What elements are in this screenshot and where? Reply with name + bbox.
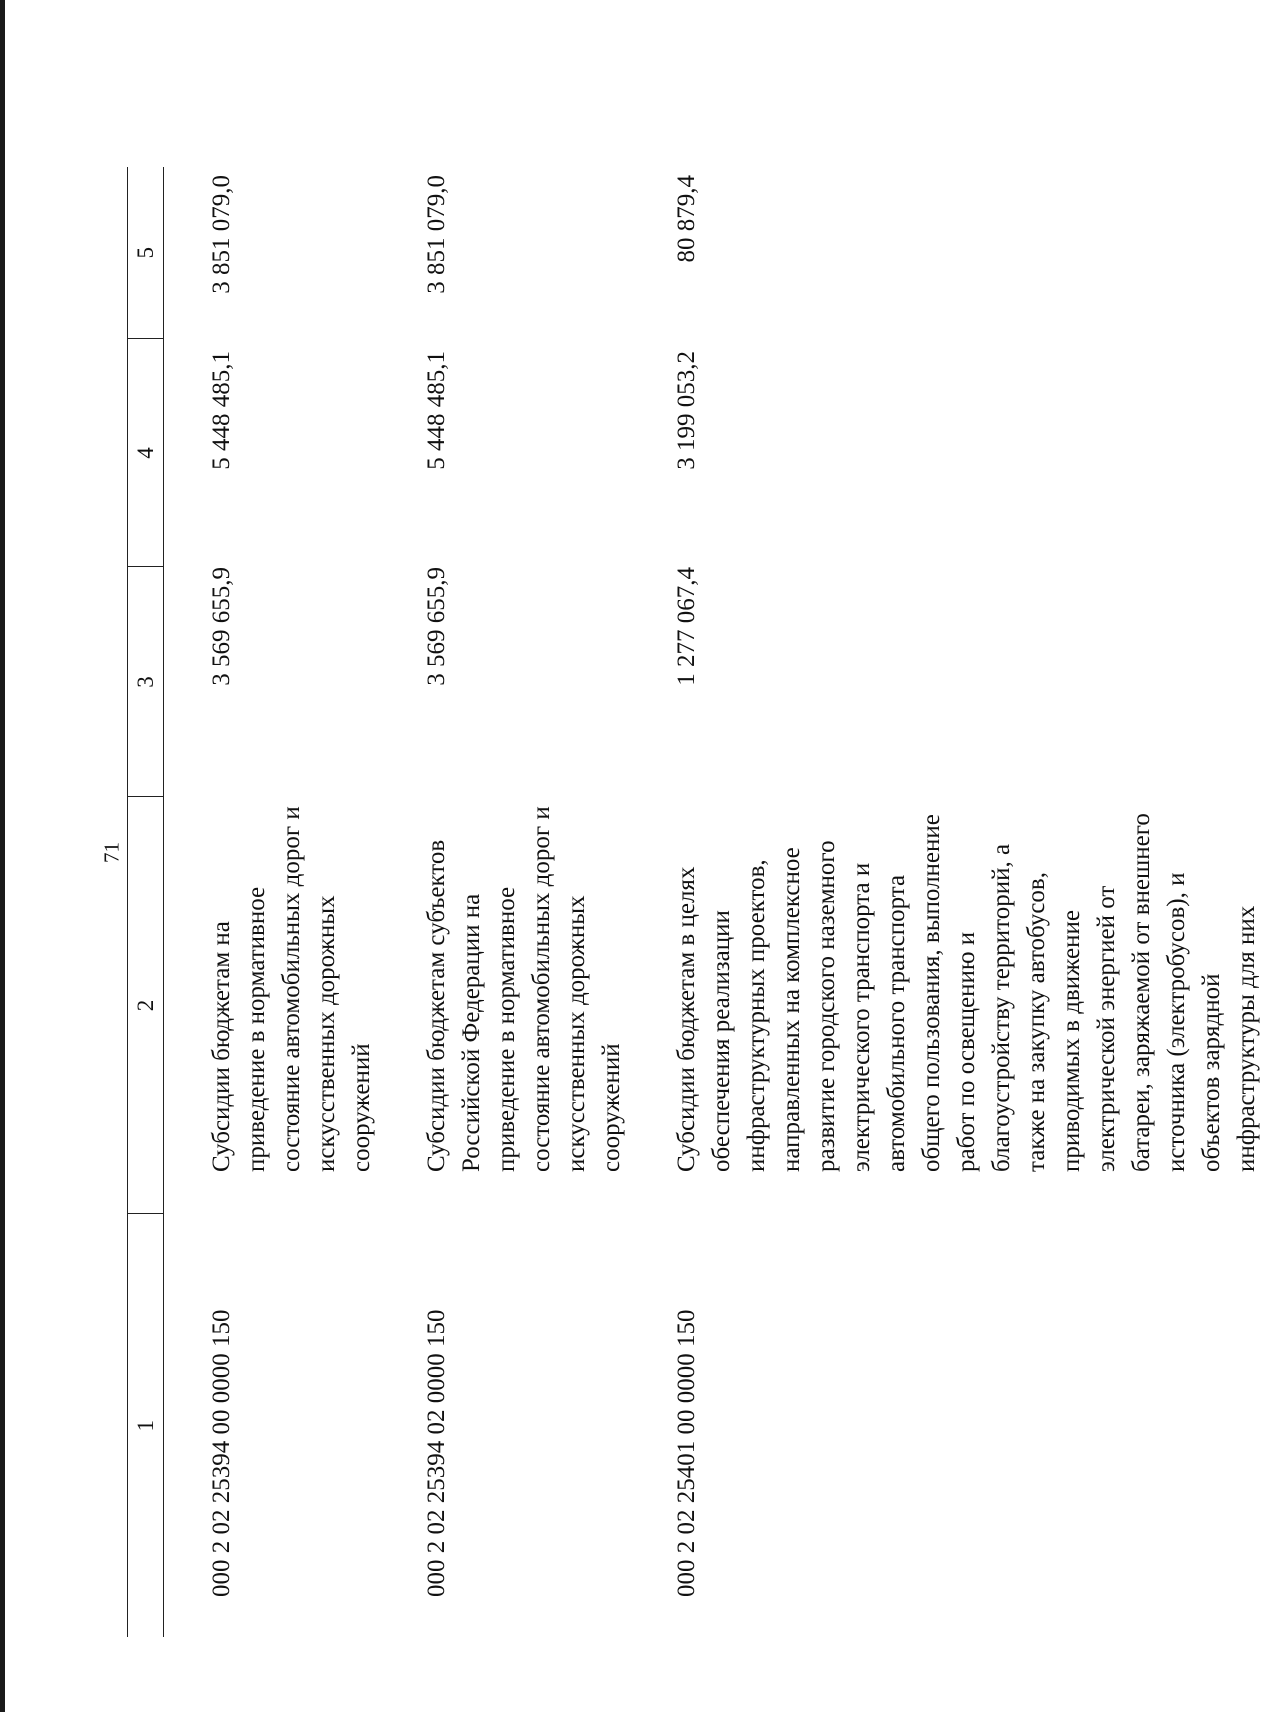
value-col-3: 3 569 655,9 — [423, 567, 450, 686]
page-number: 71 — [99, 842, 124, 863]
scan-edge — [0, 0, 5, 1712]
header-col-1: 1 — [128, 1214, 164, 1637]
header-col-4: 4 — [128, 339, 164, 567]
item-name: Субсидии бюджетам на приведение в нормативное состояние автомобильных дорог и искусственных дорожных сооружений — [208, 806, 375, 1172]
header-col-3: 3 — [128, 567, 164, 797]
header-row — [128, 167, 164, 1637]
value-col-4: 3 199 053,2 — [673, 351, 700, 470]
table-body — [164, 167, 1264, 1637]
budget-code: 000 2 02 25394 02 0000 150 — [423, 1309, 450, 1597]
value-col-3: 3 569 655,9 — [208, 567, 235, 686]
table-row — [164, 167, 380, 1637]
value-col-4: 5 448 485,1 — [423, 351, 450, 470]
item-name: Субсидии бюджетам в целях обеспечения реализации инфраструктурных проектов, направленных на комплексное развитие городского наземного электрического транспорта и автомобильного транспорта общего пользования, выполнение работ по освещению и благоустройству территорий, а также на закупку автобусов, приводимых в движение электрической энергией от батареи, заряжаемой от внешнего источника (электробусов), и объектов зарядной инфраструктуры для них — [673, 813, 1260, 1172]
value-col-5: 80 879,4 — [673, 175, 700, 263]
table-row — [379, 167, 629, 1637]
value-col-5: 3 851 079,0 — [423, 175, 450, 294]
header-col-2: 2 — [128, 797, 164, 1214]
budget-code: 000 2 02 25401 00 0000 150 — [673, 1309, 700, 1597]
header-col-5: 5 — [128, 167, 164, 339]
table-row — [629, 167, 1264, 1637]
table-header — [128, 167, 164, 1637]
value-col-3: 1 277 067,4 — [673, 567, 700, 686]
item-name: Субсидии бюджетам субъектов Российской Федерации на приведение в нормативное состояние автомобильных дорог и искусственных дорожных сооружений — [423, 806, 625, 1172]
value-col-4: 5 448 485,1 — [208, 351, 235, 470]
rotated-page-content — [127, 157, 1260, 1637]
value-col-5: 3 851 079,0 — [208, 175, 235, 294]
budget-table — [127, 167, 1264, 1637]
budget-code: 000 2 02 25394 00 0000 150 — [208, 1309, 235, 1597]
